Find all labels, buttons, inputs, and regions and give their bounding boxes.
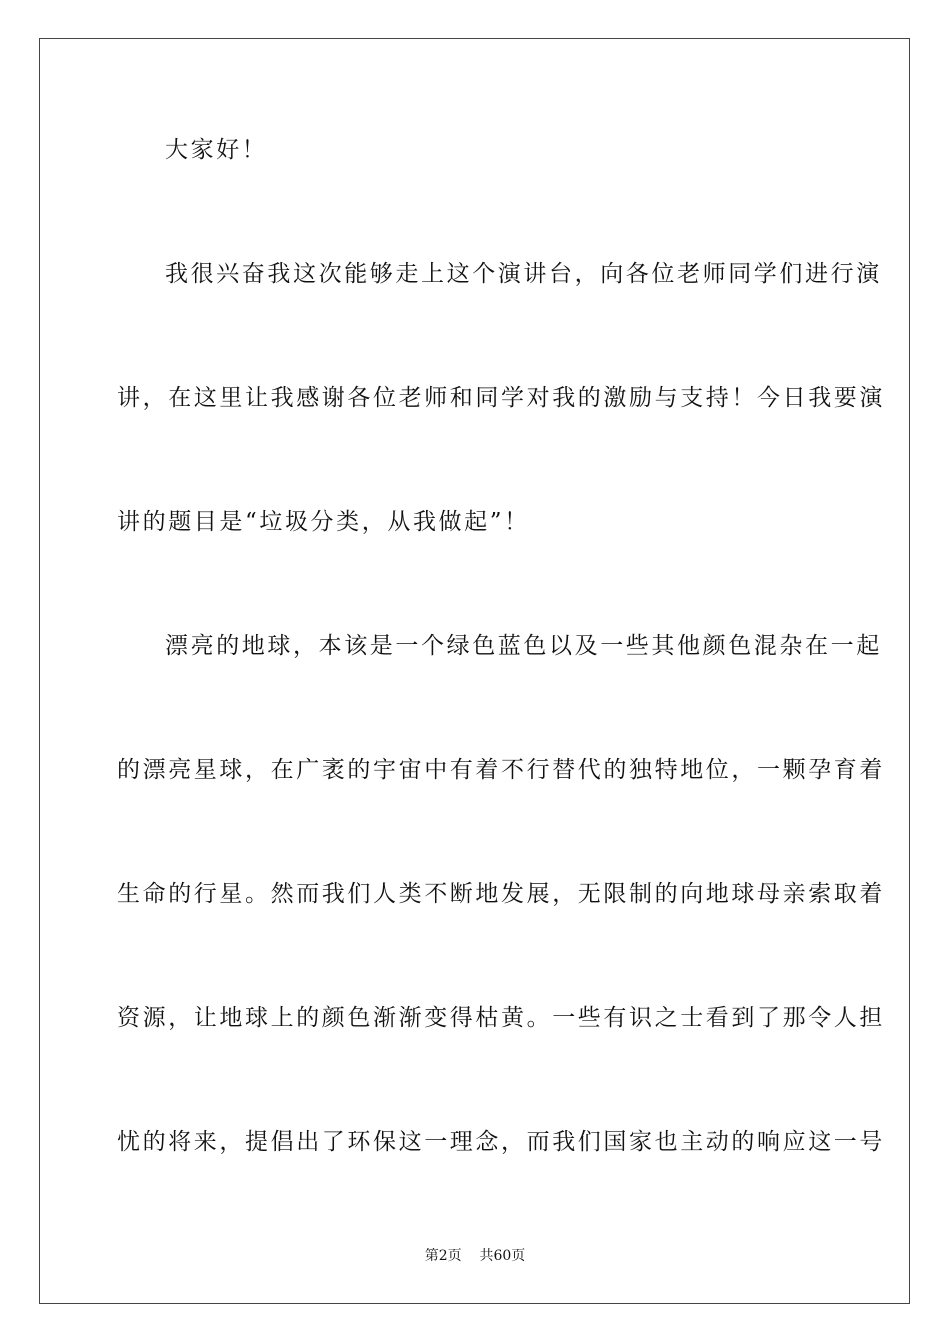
page-border [39,38,910,1304]
greeting-line: 大家好！ [165,137,268,163]
paragraph-line: 我很兴奋我这次能够走上这个演讲台，向各位老师同学们进行演 [165,261,882,287]
paragraph-line: 的漂亮星球，在广袤的宇宙中有着不行替代的独特地位，一颗孕育着 [117,757,885,783]
paragraph-line: 忧的将来，提倡出了环保这一理念，而我们国家也主动的响应这一号 [117,1129,885,1155]
page-number-footer: 第2页 共60页 [424,1248,526,1264]
paragraph-line: 生命的行星。然而我们人类不断地发展，无限制的向地球母亲索取着 [117,881,885,907]
paragraph-line: 讲的题目是“垃圾分类，从我做起”！ [117,509,530,535]
paragraph-line: 资源，让地球上的颜色渐渐变得枯黄。一些有识之士看到了那令人担 [117,1005,885,1031]
paragraph-line: 漂亮的地球，本该是一个绿色蓝色以及一些其他颜色混杂在一起 [165,633,882,659]
paragraph-line: 讲，在这里让我感谢各位老师和同学对我的激励与支持！今日我要演 [117,385,885,411]
